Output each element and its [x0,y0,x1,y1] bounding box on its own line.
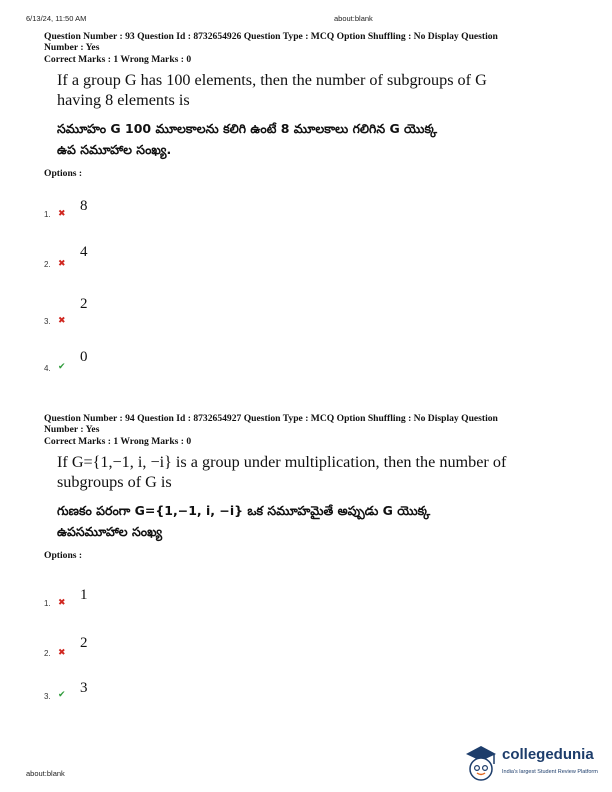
wrong-mark-icon: ✖ [58,316,66,326]
option-value: 3 [80,680,88,696]
question-marks: Correct Marks : 1 Wrong Marks : 0 [44,53,192,65]
logo-brand: collegedunia [502,746,594,763]
print-page-title: about:blank [334,14,373,23]
telugu-line1: గుణకం పరంగా G={1,−1, i, −i} ఒక సమూహమైతే అప్పుడు G యొక్క [57,503,431,519]
option-value: 2 [80,296,88,312]
question-text-line1: If a group G has 100 elements, then the number of subgroups of G [57,71,487,90]
option-value: 1 [80,587,88,603]
question-meta-line1: Question Number : 93 Question Id : 8732654926 Question Type : MCQ Option Shuffling : No Display Question [44,31,498,42]
telugu-line2: ఉపసమూహాల సంఖ్య [57,524,163,540]
option-number: 4. [44,364,51,373]
collegedunia-logo [462,742,612,788]
logo-tagline: India's largest Student Review Platform [502,769,598,775]
wrong-mark-icon: ✖ [58,209,66,219]
question-text [57,453,584,492]
telugu-line2: ఉప సమూహాల సంఖ్య. [57,142,172,158]
graduate-mascot-icon [462,742,500,786]
options-label: Options : [44,168,83,180]
option-value: 0 [80,349,88,365]
question-meta-line1: Question Number : 94 Question Id : 8732654927 Question Type : MCQ Option Shuffling : No Display Question [44,413,498,424]
question-meta-line2: Number : Yes [44,42,100,54]
question-meta [44,413,584,447]
print-timestamp: 6/13/24, 11:50 AM [26,14,87,23]
print-footer-url: about:blank [26,769,65,778]
option-number: 2. [44,649,51,658]
question-text-telugu [57,118,584,160]
question-text [57,71,584,110]
option-value: 4 [80,244,88,260]
question-text-line2: having 8 elements is [57,90,190,109]
option-number: 3. [44,692,51,701]
option-number: 3. [44,317,51,326]
correct-check-icon: ✔ [58,362,66,372]
option-number: 2. [44,260,51,269]
correct-check-icon: ✔ [58,690,66,700]
options-label: Options : [44,550,83,562]
question-93 [44,31,584,179]
option-number: 1. [44,599,51,608]
wrong-mark-icon: ✖ [58,259,66,269]
option-value: 8 [80,198,88,214]
telugu-line1: సమూహం G 100 మూలకాలను కలిగి ఉంటే 8 మూలకాలు గలిగిన G యొక్క [57,121,438,137]
question-marks: Correct Marks : 1 Wrong Marks : 0 [44,435,192,447]
question-94 [44,413,584,561]
wrong-mark-icon: ✖ [58,648,66,658]
question-meta-line2: Number : Yes [44,424,100,436]
question-text-line2: subgroups of G is [57,472,172,491]
question-meta [44,31,584,65]
wrong-mark-icon: ✖ [58,598,66,608]
option-number: 1. [44,210,51,219]
option-value: 2 [80,635,88,651]
question-text-telugu [57,500,584,542]
question-text-line1: If G={1,−1, i, −i} is a group under multiplication, then the number of [57,453,507,472]
